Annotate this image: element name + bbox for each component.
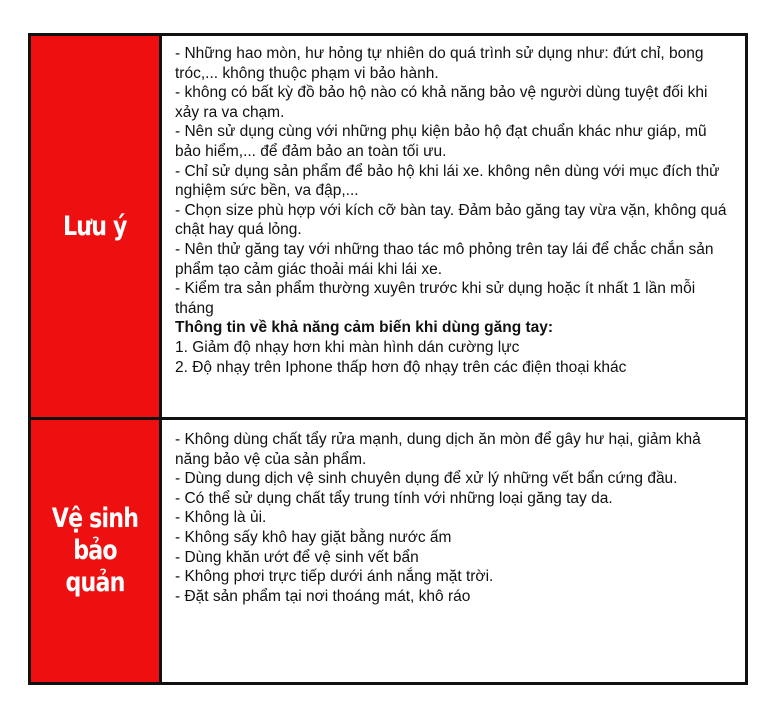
notes-row — [31, 36, 745, 420]
sensor-item: 2. Độ nhạy trên Iphone thấp hơn độ nhạy trên các điện thoại khác — [175, 358, 627, 376]
care-label-line: Vệ sinh — [51, 503, 139, 534]
notes-item: - Nên thử găng tay với những thao tác mô phỏng trên tay lái để chắc chắn sản phẩm tạo cảm giác thoải mái khi lái xe. — [175, 240, 714, 278]
notes-item: - Kiểm tra sản phẩm thường xuyên trước khi sử dụng hoặc ít nhất 1 lần mỗi tháng — [175, 280, 696, 317]
notes-label-line: Lưu ý — [63, 210, 127, 242]
sensor-item: 1. Giảm độ nhạy hơn khi màn hình dán cường lực — [175, 338, 520, 356]
care-label-line: bảo quản — [65, 535, 125, 598]
sensor-subheading: Thông tin về khả năng cảm biến khi dùng găng tay: — [175, 319, 554, 337]
care-label-cell — [31, 420, 162, 682]
notes-item: - Những hao mòn, hư hỏng tự nhiên do quá trình sử dụng như: đứt chỉ, bong tróc,... không thuộc phạm vi bảo hành. — [175, 45, 704, 82]
notes-item: - Nên sử dụng cùng với những phụ kiện bảo hộ đạt chuẩn khác như giáp, mũ bảo hiểm,... để đảm bảo an toàn tối ưu. — [175, 123, 707, 160]
care-label — [43, 503, 148, 599]
notes-label-cell — [31, 36, 162, 417]
notes-item: - không có bất kỳ đồ bảo hộ nào có khả năng bảo vệ người dùng tuyệt đối khi xảy ra va chạm. — [175, 84, 708, 121]
care-item: - Không là ủi. — [175, 509, 267, 527]
care-item: - Có thể sử dụng chất tẩy trung tính với những loại găng tay da. — [175, 489, 613, 507]
care-item: - Đặt sản phẩm tại nơi thoáng mát, khô ráo — [175, 587, 471, 605]
notes-item: - Chọn size phù hợp với kích cỡ bàn tay. Đảm bảo găng tay vừa vặn, không quá chật hay quá lỏng. — [175, 201, 727, 239]
care-item: - Dùng khăn ướt để vệ sinh vết bẩn — [175, 548, 419, 566]
info-table — [28, 33, 748, 685]
care-row — [31, 420, 745, 682]
care-content — [162, 420, 745, 682]
notes-content — [162, 36, 745, 417]
care-item: - Không dùng chất tẩy rửa mạnh, dung dịch ăn mòn để gây hư hại, giảm khả năng bảo vệ của sản phẩm. — [175, 431, 701, 468]
care-item: - Dùng dung dịch vệ sinh chuyên dụng để xử lý những vết bẩn cứng đầu. — [175, 470, 678, 488]
care-item: - Không phơi trực tiếp dưới ánh nắng mặt trời. — [175, 568, 494, 586]
notes-item: - Chỉ sử dụng sản phẩm để bảo hộ khi lái xe. không nên dùng với mục đích thử nghiệm sức bền, va đập,... — [175, 162, 720, 200]
care-item: - Không sấy khô hay giặt bằng nước ấm — [175, 528, 452, 546]
notes-label — [63, 211, 127, 243]
